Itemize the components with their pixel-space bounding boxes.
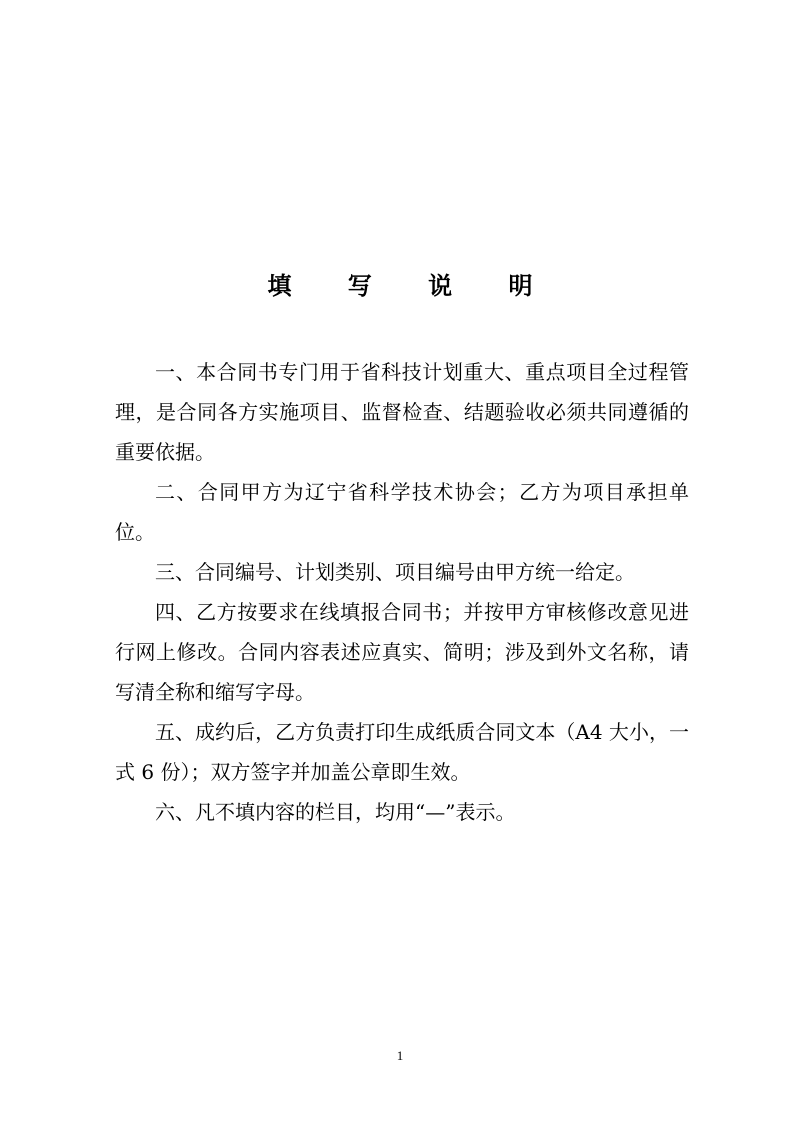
page-number: 1 bbox=[396, 1048, 404, 1063]
instruction-paragraph-4: 四、乙方按要求在线填报合同书；并按甲方审核修改意见进行网上修改。合同内容表述应真实、简明；涉及到外文名称，请写清全称和缩写字母。 bbox=[115, 600, 689, 704]
page-title: 填 写 说 明 bbox=[267, 272, 557, 300]
instruction-paragraph-6: 六、凡不填内容的栏目，均用“—”表示。 bbox=[155, 800, 516, 824]
instructions-body bbox=[115, 352, 689, 832]
instruction-paragraph-2: 二、合同甲方为辽宁省科学技术协会；乙方为项目承担单位。 bbox=[115, 480, 689, 544]
instruction-paragraph-5: 五、成约后，乙方负责打印生成纸质合同文本（A4 大小，一式 6 份）；双方签字并加盖公章即生效。 bbox=[115, 720, 689, 784]
instruction-paragraph-3: 三、合同编号、计划类别、项目编号由甲方统一给定。 bbox=[155, 560, 635, 584]
instruction-paragraph-1: 一、本合同书专门用于省科技计划重大、重点项目全过程管理，是合同各方实施项目、监督检查、结题验收必须共同遵循的重要依据。 bbox=[115, 360, 689, 464]
